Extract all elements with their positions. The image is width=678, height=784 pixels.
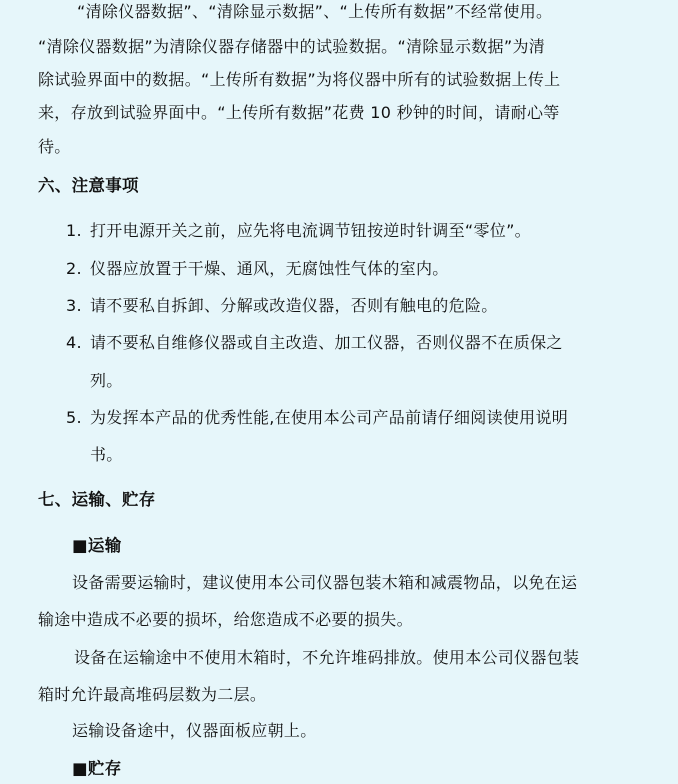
subheading-transport: ■运输 bbox=[72, 536, 122, 555]
paragraph-line: 来，存放到试验界面中。“上传所有数据”花费 10 秒钟的时间，请耐心等 bbox=[38, 103, 560, 122]
list-item-number: 5. bbox=[66, 408, 82, 427]
list-item-text: 仪器应放置于干燥、通风，无腐蚀性气体的室内。 bbox=[90, 259, 449, 278]
paragraph-line: “清除仪器数据”、“清除显示数据”、“上传所有数据”不经常使用。 bbox=[77, 2, 553, 21]
paragraph-line: 箱时允许最高堆码层数为二层。 bbox=[38, 685, 267, 704]
list-item-number: 4. bbox=[66, 333, 82, 352]
paragraph-line: 运输设备途中，仪器面板应朝上。 bbox=[72, 721, 317, 740]
list-item bbox=[66, 408, 568, 428]
list-item-text: 请不要私自拆卸、分解或改造仪器，否则有触电的危险。 bbox=[90, 296, 498, 315]
list-item bbox=[66, 221, 531, 241]
list-item-continuation: 书。 bbox=[90, 445, 123, 464]
paragraph-line: 待。 bbox=[38, 137, 71, 156]
paragraph-line: 设备需要运输时，建议使用本公司仪器包装木箱和减震物品，以免在运 bbox=[72, 573, 578, 592]
paragraph-line: 除试验界面中的数据。“上传所有数据”为将仪器中所有的试验数据上传上 bbox=[38, 70, 561, 89]
paragraph-line: 设备在运输途中不使用木箱时，不允许堆码排放。使用本公司仪器包装 bbox=[74, 648, 580, 667]
list-item-number: 2. bbox=[66, 259, 82, 278]
list-item bbox=[66, 333, 563, 353]
list-item-text: 为发挥本产品的优秀性能,在使用本公司产品前请仔细阅读使用说明 bbox=[90, 408, 569, 427]
paragraph-line: “清除仪器数据”为清除仪器存储器中的试验数据。“清除显示数据”为清 bbox=[38, 37, 546, 56]
list-item-text: 请不要私自维修仪器或自主改造、加工仪器，否则仪器不在质保之 bbox=[90, 333, 563, 352]
section-heading-precautions: 六、注意事项 bbox=[38, 176, 139, 195]
list-item-number: 3. bbox=[66, 296, 82, 315]
paragraph-line: 输途中造成不必要的损坏，给您造成不必要的损失。 bbox=[38, 610, 413, 629]
list-item bbox=[66, 296, 498, 316]
list-item bbox=[66, 259, 449, 279]
subheading-storage: ■贮存 bbox=[72, 759, 122, 778]
section-heading-transport-storage: 七、运输、贮存 bbox=[38, 490, 156, 509]
list-item-continuation: 列。 bbox=[90, 371, 123, 390]
list-item-text: 打开电源开关之前，应先将电流调节钮按逆时针调至“零位”。 bbox=[90, 221, 531, 240]
list-item-number: 1. bbox=[66, 221, 82, 240]
